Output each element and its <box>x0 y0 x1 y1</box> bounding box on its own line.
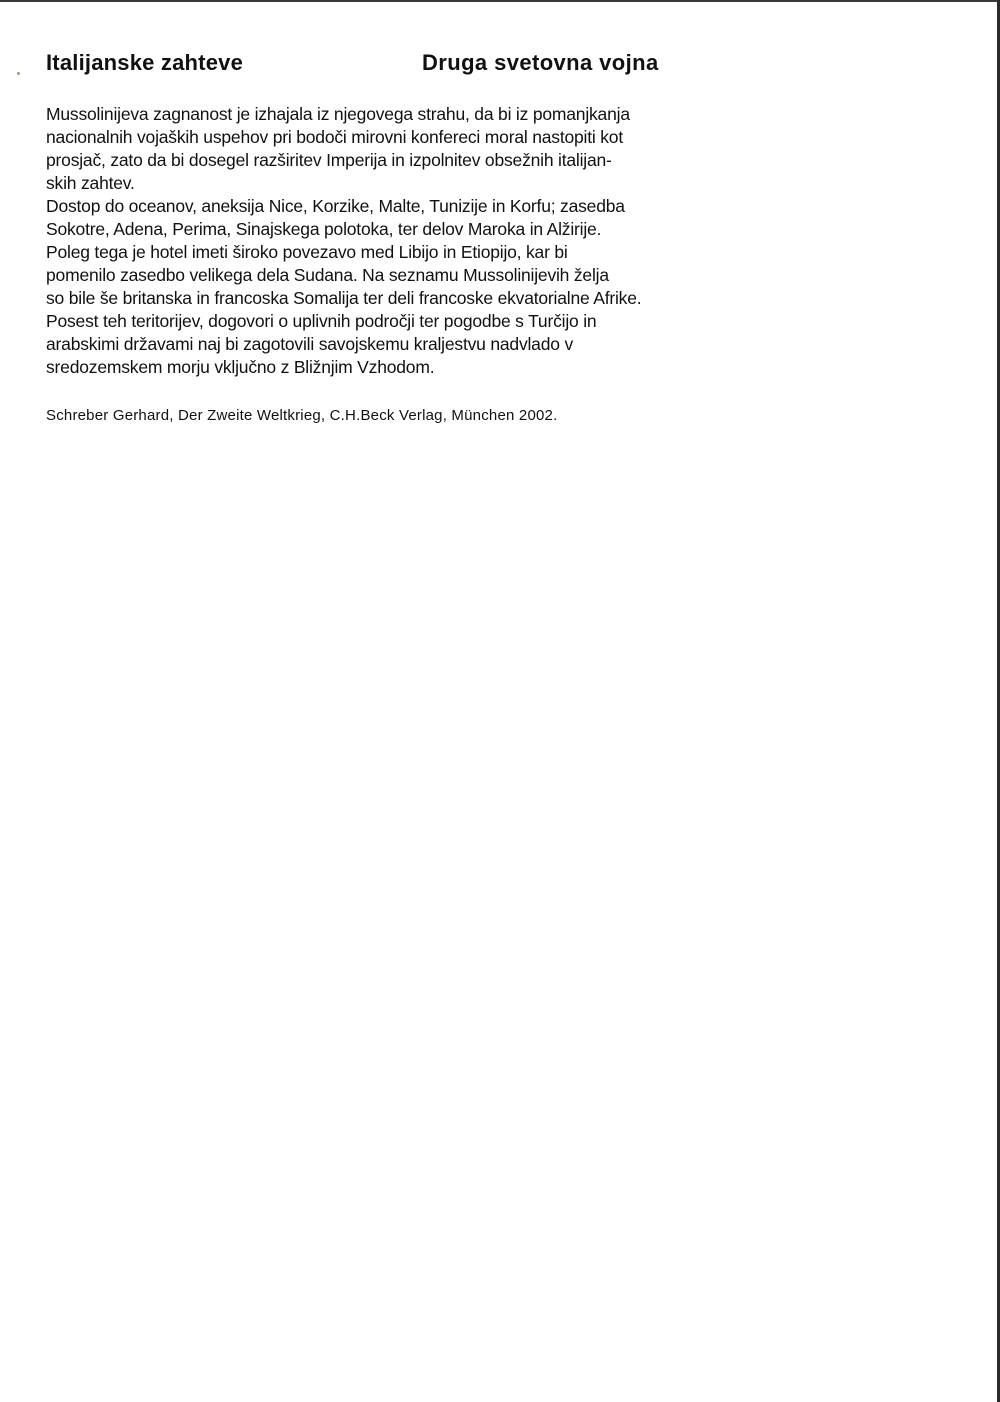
body-line: Posest teh teritorijev, dogovori o uplivnih področji ter pogodbe s Turčijo in <box>46 311 597 331</box>
body-line: Dostop do oceanov, aneksija Nice, Korzike, Malte, Tunizije in Korfu; zasedba <box>46 196 625 216</box>
citation: Schreber Gerhard, Der Zweite Weltkrieg, C.H.Beck Verlag, München 2002. <box>46 407 558 424</box>
page-header <box>46 50 686 80</box>
body-line: Poleg tega je hotel imeti široko povezavo med Libijo in Etiopijo, kar bi <box>46 242 568 262</box>
body-text <box>46 103 706 379</box>
body-line: nacionalnih vojaških uspehov pri bodoči mirovni konfereci moral nastopiti kot <box>46 127 623 147</box>
body-line: Mussolinijeva zagnanost je izhajala iz njegovega strahu, da bi iz pomanjkanja <box>46 104 630 124</box>
body-line: skih zahtev. <box>46 173 135 193</box>
scan-speck <box>17 72 20 75</box>
body-line: arabskimi državami naj bi zagotovili savojskemu kraljestvu nadvlado v <box>46 334 573 354</box>
body-line: sredozemskem morju vključno z Bližnjim Vzhodom. <box>46 357 435 377</box>
body-line: Sokotre, Adena, Perima, Sinajskega polotoka, ter delov Maroka in Alžirije. <box>46 219 602 239</box>
scan-edge-top <box>0 0 1000 2</box>
document-title: Druga svetovna vojna <box>422 50 659 75</box>
body-line: so bile še britanska in francoska Somalija ter deli francoske ekvatorialne Afrike. <box>46 288 642 308</box>
section-title: Italijanske zahteve <box>46 50 244 75</box>
body-line: prosjač, zato da bi dosegel razširitev Imperija in izpolnitev obsežnih italijan- <box>46 150 612 170</box>
body-line: pomenilo zasedbo velikega dela Sudana. Na seznamu Mussolinijevih želja <box>46 265 609 285</box>
